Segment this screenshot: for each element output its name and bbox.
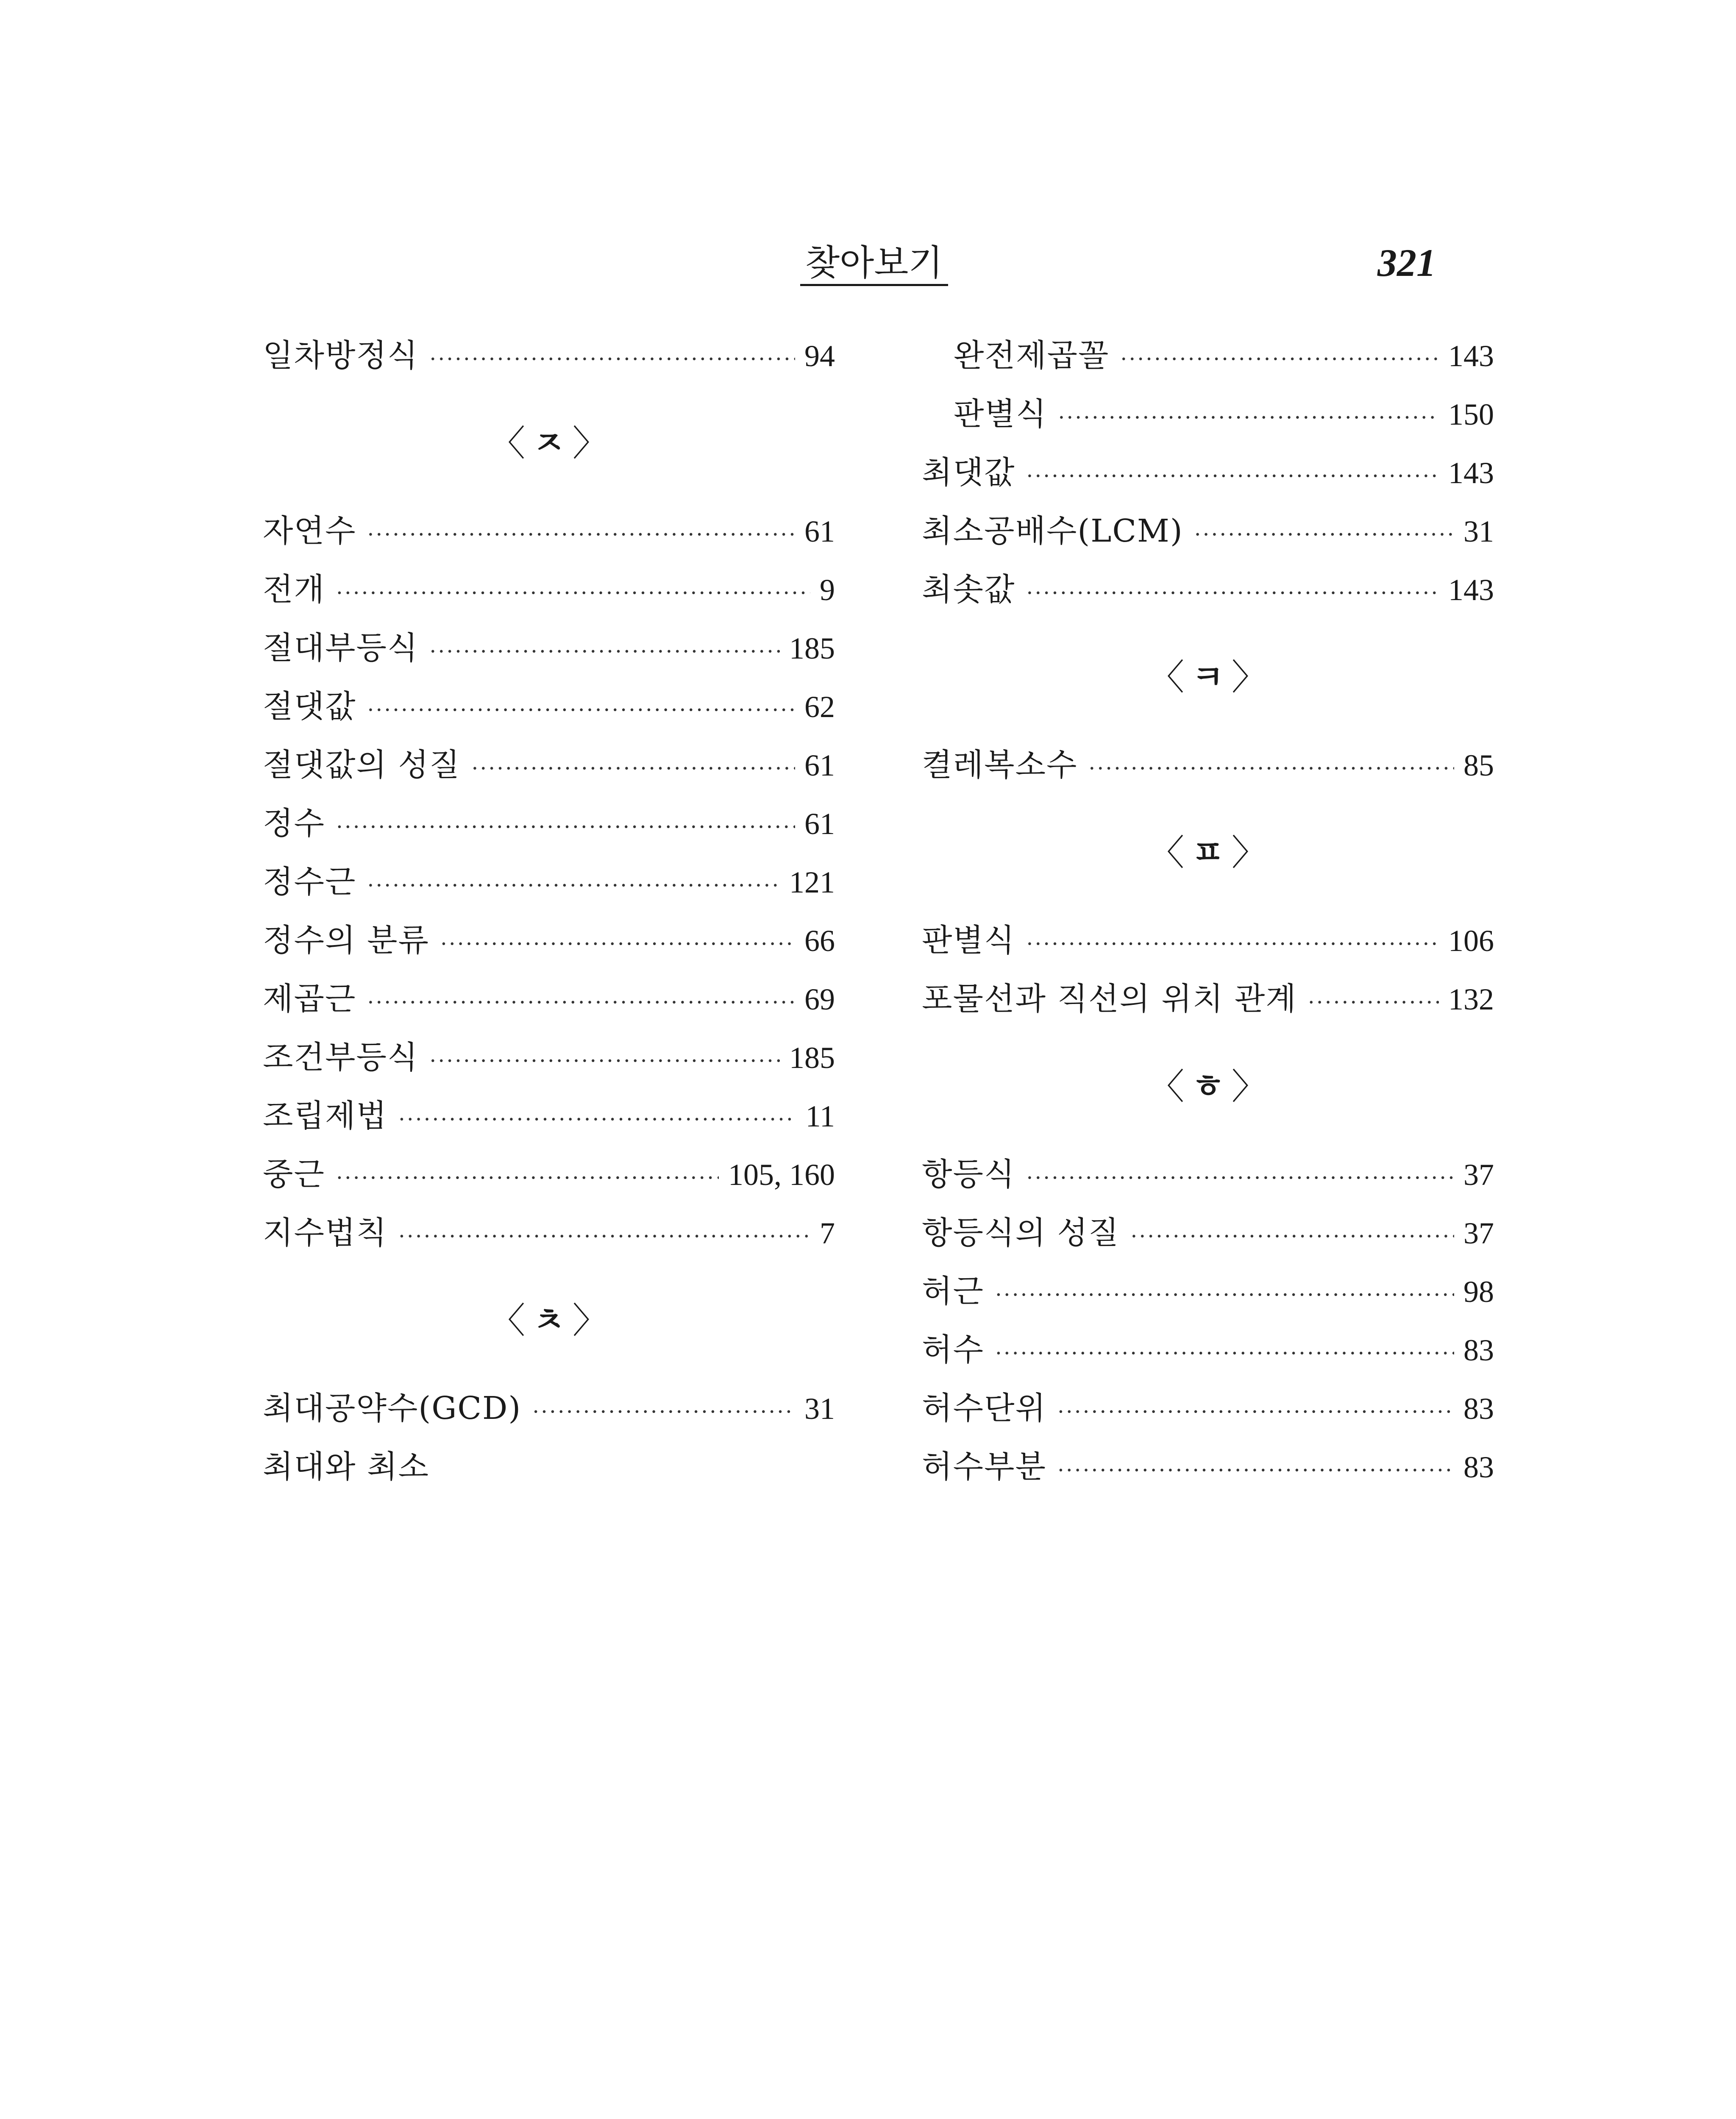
- index-page-ref: 185: [789, 1041, 835, 1075]
- index-term: 조건부등식: [263, 1039, 419, 1076]
- dot-leader: [367, 856, 780, 915]
- section-heading-pieup: [922, 794, 1494, 911]
- index-term: 포물선과 직선의 위치 관계: [922, 981, 1297, 1017]
- index-term: 허수단위: [922, 1390, 1046, 1427]
- dot-leader: [440, 915, 795, 973]
- index-entry: [263, 911, 835, 970]
- index-term: 최솟값: [922, 571, 1015, 608]
- dot-leader: [336, 1148, 719, 1207]
- dot-leader: [1026, 447, 1439, 505]
- index-page-ref: 83: [1463, 1450, 1494, 1484]
- index-page-ref: 37: [1463, 1158, 1494, 1192]
- index-term: 절댓값의 성질: [263, 747, 461, 783]
- index-page-ref: 106: [1448, 924, 1494, 958]
- index-entry: [922, 443, 1494, 502]
- index-entry: [922, 502, 1494, 560]
- index-page-ref: 69: [804, 982, 835, 1016]
- index-term: 제곱근: [263, 981, 356, 1017]
- index-entry: [263, 677, 835, 736]
- section-letter: ㅎ: [1192, 1068, 1224, 1106]
- index-entry: [263, 1087, 835, 1145]
- dot-leader: [1194, 505, 1454, 564]
- index-term: 판별식: [954, 396, 1047, 432]
- index-term: 중근: [263, 1156, 325, 1193]
- section-heading-hieut: [922, 1028, 1494, 1145]
- index-term: 최소공배수(LCM): [922, 513, 1183, 549]
- index-page-ref: 11: [805, 1099, 835, 1133]
- index-term: 최대와 최소: [263, 1449, 429, 1485]
- index-page-ref: 143: [1448, 339, 1494, 373]
- dot-leader: [1308, 973, 1439, 1032]
- section-letter: ㅈ: [533, 424, 565, 462]
- index-entry: [922, 911, 1494, 970]
- close-bracket: 〉: [572, 1300, 608, 1341]
- index-entry: [263, 794, 835, 853]
- index-page-ref: 61: [804, 748, 835, 782]
- index-entry: [263, 970, 835, 1028]
- index-page-ref: 7: [820, 1216, 835, 1250]
- close-bracket: 〉: [1231, 832, 1267, 873]
- index-entry: [263, 736, 835, 794]
- index-page-ref: 61: [804, 807, 835, 841]
- index-entry: [922, 1438, 1494, 1496]
- dot-leader: [336, 564, 810, 622]
- index-page-ref: 105, 160: [728, 1158, 835, 1192]
- open-bracket: 〈: [1149, 832, 1185, 873]
- index-column-right: [922, 326, 1494, 1496]
- section-letter: ㅋ: [1192, 658, 1224, 696]
- index-page-ref: 31: [1463, 514, 1494, 548]
- index-entry: [263, 1438, 835, 1496]
- index-page-ref: 85: [1463, 748, 1494, 782]
- index-page-ref: 31: [804, 1392, 835, 1426]
- section-letter: ㅍ: [1192, 834, 1224, 872]
- section-heading-kieuk: [922, 619, 1494, 736]
- index-page-ref: 150: [1448, 398, 1494, 431]
- index-term: 항등식의 성질: [922, 1215, 1120, 1251]
- open-bracket: 〈: [1149, 1066, 1185, 1107]
- index-term: 최대공약수(GCD): [263, 1390, 522, 1427]
- index-page-ref: 9: [820, 573, 835, 607]
- dot-leader: [367, 505, 795, 564]
- index-entry: [263, 560, 835, 619]
- page-number: 321: [1377, 241, 1436, 284]
- dot-leader: [995, 1324, 1454, 1382]
- index-term: 허수: [922, 1332, 984, 1368]
- index-entry: [922, 970, 1494, 1028]
- index-entry: [263, 326, 835, 385]
- index-page-ref: 62: [804, 690, 835, 724]
- open-bracket: 〈: [1149, 656, 1185, 698]
- index-page-ref: 143: [1448, 456, 1494, 490]
- index-entry: [922, 1145, 1494, 1204]
- open-bracket: 〈: [490, 1300, 526, 1341]
- page-title: 찾아보기: [800, 242, 948, 286]
- dot-leader: [1057, 1441, 1454, 1499]
- index-term: 정수근: [263, 864, 356, 900]
- index-page-ref: 61: [804, 514, 835, 548]
- index-term: 지수법칙: [263, 1215, 387, 1251]
- index-entry: [263, 853, 835, 911]
- index-entry: [922, 736, 1494, 794]
- index-column-left: [263, 326, 835, 1496]
- index-page-ref: 37: [1463, 1216, 1494, 1250]
- index-term: 켤레복소수: [922, 747, 1078, 783]
- index-term: 일차방정식: [263, 337, 419, 374]
- section-heading-jieut: [263, 385, 835, 502]
- dot-leader: [532, 1382, 795, 1441]
- dot-leader: [336, 798, 795, 856]
- dot-leader: [1088, 739, 1454, 798]
- index-entry: [263, 1204, 835, 1262]
- index-term: 판별식: [922, 922, 1015, 959]
- close-bracket: 〉: [1231, 1066, 1267, 1107]
- dot-leader: [429, 1032, 780, 1090]
- index-entry: [922, 560, 1494, 619]
- index-term: 조립제법: [263, 1098, 387, 1134]
- index-page-ref: 66: [804, 924, 835, 958]
- index-term: 항등식: [922, 1156, 1015, 1193]
- index-entry: [263, 1028, 835, 1087]
- index-page-ref: 132: [1448, 982, 1494, 1016]
- index-entry: [263, 1379, 835, 1438]
- index-page-ref: 98: [1463, 1275, 1494, 1309]
- dot-leader: [1058, 388, 1439, 447]
- index-term: 정수의 분류: [263, 922, 429, 959]
- index-entry: [922, 1379, 1494, 1438]
- index-subentry: [922, 385, 1494, 443]
- dot-leader: [1026, 915, 1439, 973]
- open-bracket: 〈: [490, 423, 526, 464]
- index-entry: [922, 1204, 1494, 1262]
- index-term: 완전제곱꼴: [954, 337, 1110, 374]
- index-subentry: [922, 326, 1494, 385]
- index-term: 허근: [922, 1273, 984, 1310]
- index-term: 허수부분: [922, 1449, 1046, 1485]
- close-bracket: 〉: [572, 423, 608, 464]
- index-entry: [263, 502, 835, 560]
- dot-leader: [429, 330, 795, 388]
- index-term: 정수: [263, 805, 325, 842]
- index-entry: [922, 1321, 1494, 1379]
- index-page-ref: 143: [1448, 573, 1494, 607]
- index-term: 전개: [263, 571, 325, 608]
- dot-leader: [398, 1090, 796, 1148]
- dot-leader: [995, 1265, 1454, 1324]
- dot-leader: [1057, 1382, 1454, 1441]
- dot-leader: [367, 973, 795, 1032]
- dot-leader: [429, 622, 780, 681]
- index-page-ref: 83: [1463, 1333, 1494, 1367]
- index-term: 절댓값: [263, 688, 356, 725]
- section-letter: ㅊ: [533, 1301, 565, 1340]
- dot-leader: [471, 739, 795, 798]
- dot-leader: [398, 1207, 810, 1265]
- dot-leader: [1026, 564, 1439, 622]
- dot-leader: [1130, 1207, 1454, 1265]
- index-entry: [922, 1262, 1494, 1321]
- index-term: 최댓값: [922, 454, 1015, 491]
- close-bracket: 〉: [1231, 656, 1267, 698]
- section-heading-chieut: [263, 1262, 835, 1379]
- index-page-ref: 121: [789, 865, 835, 899]
- index-entry: [263, 1145, 835, 1204]
- index-page-ref: 185: [789, 631, 835, 665]
- index-entry: [263, 619, 835, 677]
- dot-leader: [367, 681, 795, 739]
- index-page-ref: 94: [804, 339, 835, 373]
- dot-leader: [1026, 1148, 1454, 1207]
- dot-leader: [1120, 330, 1439, 388]
- index-page-ref: 83: [1463, 1392, 1494, 1426]
- index-term: 절대부등식: [263, 630, 419, 666]
- index-term: 자연수: [263, 513, 356, 549]
